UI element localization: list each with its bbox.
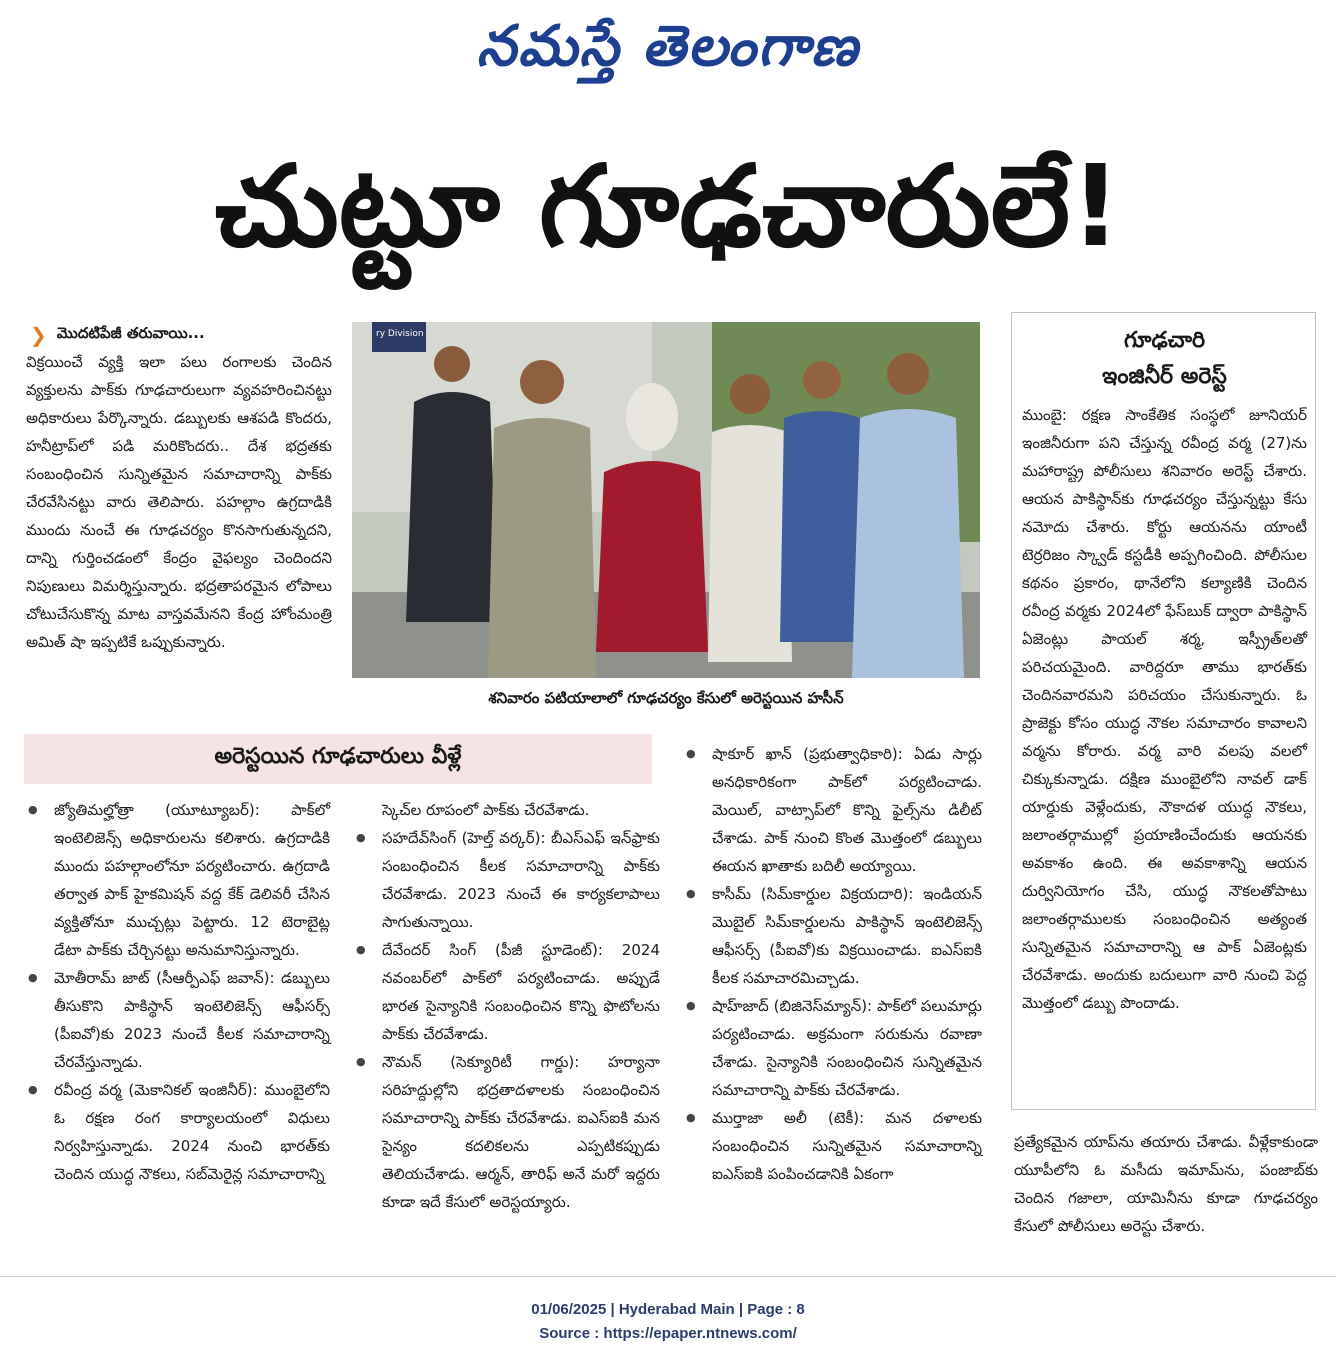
- lede-paragraph: విక్రయించే వ్యక్తి ఇలా పలు రంగాలకు చెందిన వ్యక్తులను పాక్‌కు గూఢచారులుగా వ్యవహరించినట్టు అధికారులు పేర్కొన్నారు. డబ్బులకు ఆశపడి కొందరు, హనీట్రాప్‌లో పడి మరికొందరు.. దేశ భద్రతకు సంబంధించిన సున్నితమైన సమాచారాన్ని పాక్‌కు చేరవేసినట్టు వారు తెలిపారు. పహల్గాం ఉగ్రదాడికి ముందు నుంచే ఈ గూఢచర్యం కొనసాగుతున్నదని, దాన్ని గుర్తించడంలో కేంద్రం వైఫల్యం చెందిందని నిపుణులు విమర్శిస్తున్నారు. భద్రతాపరమైన లోపాలు చోటుచేసుకొన్న మాట వాస్తవమేనని కేంద్ర హోంమంత్రి అమిత్ షా ఇప్పటికే ఒప్పుకున్నారు.: [26, 353, 332, 651]
- photo-sign-text: ry Division: [376, 329, 424, 339]
- main-headline: చుట్టూ గూఢచారులే!: [214, 142, 1122, 272]
- list-item: ● రవీంద్ర వర్మ (మెకానికల్ ఇంజినీర్): ముంబైలోని ఓ రక్షణ రంగ కార్యాలయంలో విధులు నిర్వహిస్తున్నాడు. 2024 నుంచి భారత్‌కు చెందిన యుద్ధ నౌకలు, సబ్‌మెరైన్ల సమాచారాన్ని: [24, 1076, 330, 1188]
- photo-caption: శనివారం పటియాలాలో గూఢచర్యం కేసులో అరెస్టయిన హసీన్: [488, 689, 844, 707]
- arrest-photo-illustration: [352, 322, 980, 678]
- list-item: ● మోతీరామ్ జాట్ (సీఆర్పీఎఫ్ జవాన్): డబ్బులు తీసుకొని పాకిస్థాన్ ఇంటెలిజెన్స్ ఆఫీసర్స్ (పీఐవో)కు 2023 నుంచే కీలక సమాచారాన్ని చేరవేస్తున్నాడు.: [24, 964, 330, 1076]
- source-link[interactable]: Source : https://epaper.ntnews.com/: [539, 1325, 797, 1342]
- footer-divider: [0, 1276, 1336, 1277]
- list-item: ● జ్యోతిమల్హోత్రా (యూట్యూబర్): పాక్‌లో ఇంటెలిజెన్స్ అధికారులను కలిశారు. ఉగ్రదాడికి ముందు పహల్గాంలోనూ పర్యటించారు. ఉగ్రదాడి తర్వాత పాక్ హైకమిషన్ వద్ద కేక్ డెలివరీ చేసిన వ్యక్తితోనూ ముచ్చట్లు పెట్టారు. 12 టెరాబైట్ల డేటా పాక్‌కు చేర్చినట్టు అనుమానిస్తున్నారు.: [24, 796, 330, 964]
- sidebar-box: [1011, 312, 1316, 1110]
- continued-from-front-page: [30, 322, 340, 348]
- list-item: ● దేవేందర్ సింగ్ (పీజీ స్టూడెంట్): 2024 నవంబర్‌లో పాక్‌లో పర్యటించాడు. అప్పుడే భారత సైన్యానికి సంబంధించిన కొన్ని ఫొటోలను పాక్‌కు చేరవేశాడు.: [352, 936, 660, 1048]
- list-item-continuation: స్కెచ్‌ల రూపంలో పాక్‌కు చేరవేశాడు.: [382, 801, 590, 819]
- list-item: ● కాసీమ్ (సిమ్‌కార్డుల విక్రయదారి): ఇండియన్ మొబైల్ సిమ్‌కార్డులను పాకిస్థాన్ ఇంటెలిజెన్స్ ఆఫీసర్స్ (పీఐవో)కు విక్రయించాడు. ఐఎస్‌ఐకి కీలక సమాచారమిచ్చాడు.: [682, 880, 982, 992]
- list-item: ● నౌమన్ (సెక్యూరిటీ గార్డు): హర్యానా సరిహద్దుల్లోని భద్రతాదళాలకు సంబంధించిన సమాచారాన్ని పాక్‌కు చేరవేశాడు. ఐఎస్‌ఐకి మన సైన్యం కదలికలను ఎప్పటికప్పుడు తెలియచేశాడు. ఆర్మన్, తారిఫ్ అనే మరో ఇద్దరు కూడా ఇదే కేసులో అరెస్టయ్యారు.: [352, 1048, 660, 1216]
- sidebar-title-line2: ఇంజినీర్ అరెస్ట్: [1102, 364, 1227, 389]
- sidebar-title: [1022, 323, 1307, 395]
- news-photo: [352, 322, 980, 678]
- continued-label: మొదటిపేజీ తరువాయి...: [56, 324, 205, 342]
- list-item: ● సహదేవ్‌సింగ్ (హెల్త్ వర్కర్): బీఎస్‌ఎఫ్ ఇన్‌ఫ్రాకు సంబంధించిన కీలక సమాచారాన్ని పాక్‌కు చేరవేశాడు. 2023 నుంచే ఈ కార్యకలాపాలు సాగుతున్నాయి.: [352, 824, 660, 936]
- sidebar-body: ముంబై: రక్షణ సాంకేతిక సంస్థలో జూనియర్ ఇంజినీరుగా పని చేస్తున్న రవీంద్ర వర్మ (27)ను మహారాష్ట్ర పోలీసులు శనివారం అరెస్ట్ చేశారు. ఆయన పాకిస్థాన్‌కు గూఢచర్యం చేస్తున్నట్టు కేసు నమోదు చేశారు. కోర్టు ఆయనను యాంటీ టెర్రరిజం స్క్వాడ్ కస్టడీకి అప్పగించింది. పోలీసుల కథనం ప్రకారం, థానేలోని కల్యాణికి చెందిన రవీంద్ర వర్మకు 2024లో ఫేస్‌బుక్ ద్వారా పాకిస్థాన్ ఏజెంట్లు పాయల్ శర్మ, ఇస్ప్రీత్‌లతో పరిచయమైంది. వారిద్దరూ తాము భారత్‌కు చెందినవారమని పరిచయం చేసుకున్నారు. ఓ ప్రాజెక్టు కోసం యుద్ధ నౌకల సమాచారం కావాలని వర్మను కోరారు. వర్మ వారి వలపు వలలో చిక్కుకున్నాడు. దక్షిణ ముంబైలోని నావల్ డాక్ యార్డుకు వెళ్లేందుకు, నౌకాదళ యుద్ధ నౌకలు, జలాంతర్గాముల్లో ప్రయాణించేందుకు ఆయనకు అవకాశం ఉంది. ఈ అవకాశాన్ని ఆయన దుర్వినియోగం చేసి, యుద్ధ నౌకలతోపాటు జలాంతర్గాములకు సంబంధించిన అత్యంత సున్నితమైన సమాచారాన్ని ఆ పాక్ ఏజెంట్లకు చేరవేశాడు. అందుకు బదులుగా వారి నుంచి పెద్ద మొత్తంలో డబ్బు పొందాడు.: [1022, 406, 1307, 1012]
- spies-column-1: [24, 796, 330, 1188]
- list-item: ● షాకూర్ ఖాన్ (ప్రభుత్వాధికారి): ఏడు సార్లు అనధికారికంగా పాక్‌లో పర్యటించాడు. మెయిల్, వాట్సాప్‌లో కొన్ని ఫైల్స్‌ను డిలీట్ చేశాడు. పాక్ నుంచి కొంత మొత్తంలో డబ్బులు ఈయన ఖాతాకు బదిలీ అయ్యాయి.: [682, 740, 982, 880]
- page-footer: [0, 1298, 1336, 1346]
- list-item: ● షాహ్‌జాద్ (బిజినెస్‌మ్యాన్): పాక్‌లో పలుమార్లు పర్యటించాడు. అక్రమంగా సరుకును రవాణా చేశాడు. సైన్యానికి సంబంధించిన సున్నితమైన సమాచారాన్ని పాక్‌కు చేరవేశాడు.: [682, 992, 982, 1104]
- spies-column-2: [352, 796, 660, 1216]
- newspaper-masthead: నమస్తే తెలంగాణ: [476, 13, 860, 79]
- list-item: ● ముర్తాజా అలీ (టెకీ): మన దళాలకు సంబంధించిన సున్నితమైన సమాచారాన్ని ఐఎస్‌ఐకి పంపించడానికి ఏకంగా: [682, 1104, 982, 1188]
- continued-story-tail: ప్రత్యేకమైన యాప్‌ను తయారు చేశాడు. వీళ్లేకాకుండా యూపీలోని ఓ మసీదు ఇమామ్‌ను, పంజాబ్‌కు చెందిన గజాలా, యామినీను కూడా గూఢచర్యం కేసులో పోలీసులు అరెస్టు చేశారు.: [1014, 1133, 1318, 1235]
- sidebar-title-line1: గూఢచారి: [1123, 328, 1206, 353]
- spies-column-3: [682, 740, 982, 1188]
- edition-info: 01/06/2025 | Hyderabad Main | Page : 8: [531, 1301, 805, 1318]
- chevron-right-icon: ❯: [30, 323, 47, 347]
- spies-list-heading: అరెస్టయిన గూఢచారులు వీళ్లే: [24, 734, 652, 784]
